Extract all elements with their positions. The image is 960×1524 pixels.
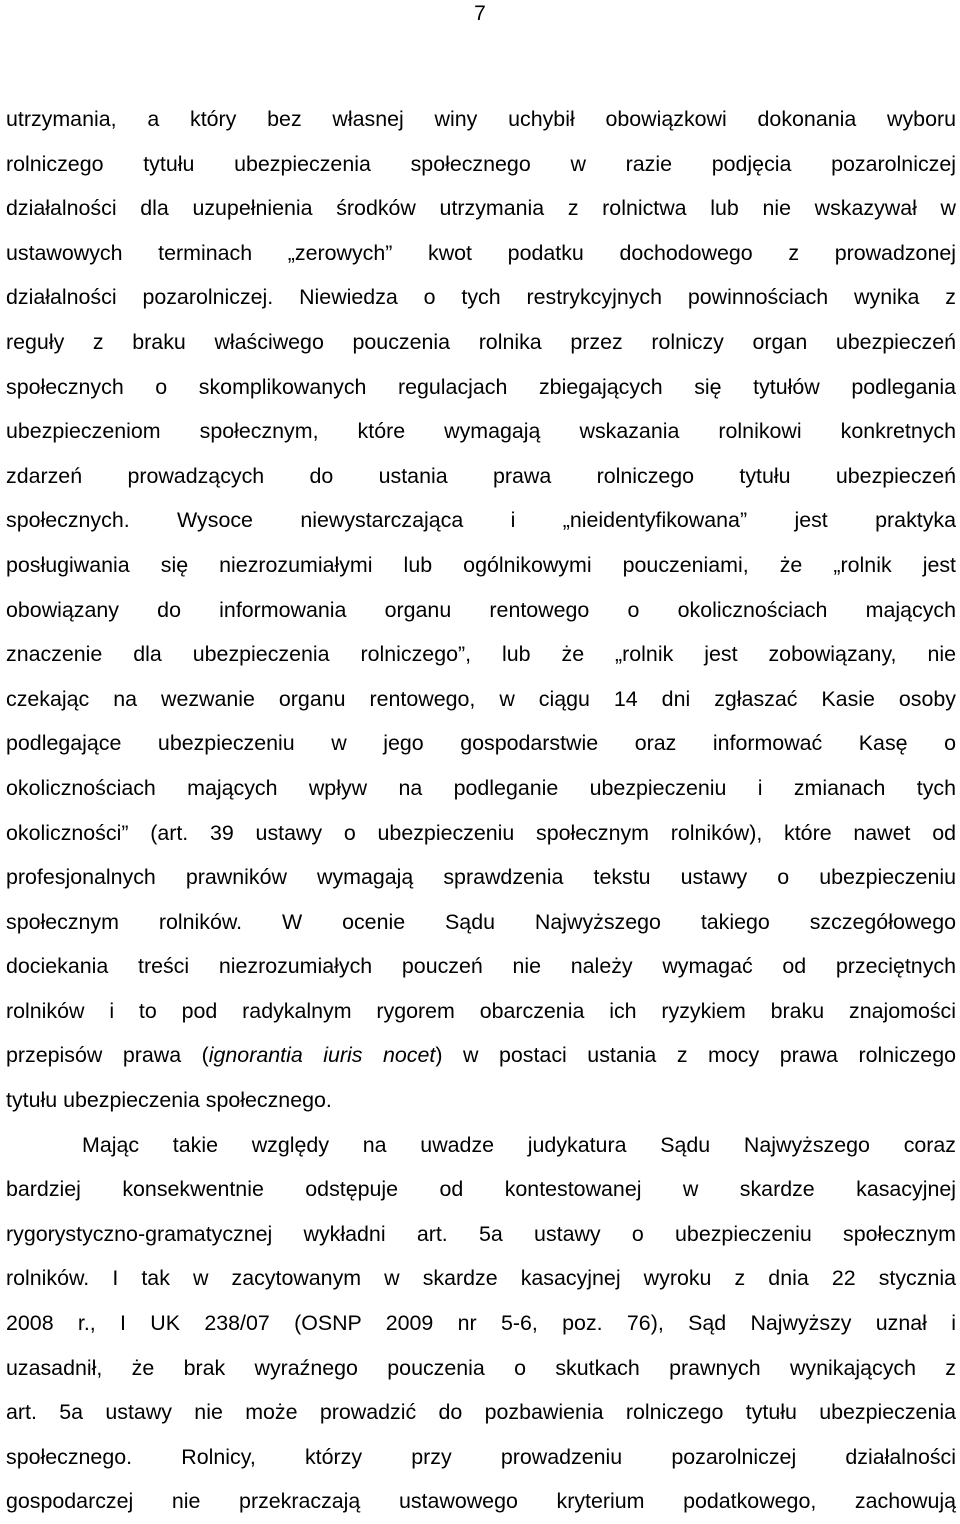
text-line: działalności pozarolniczej. Niewiedza o tych restrykcyjnych powinnościach wynika z (6, 285, 956, 310)
text-fragment: ) w postaci ustania z mocy prawa rolniczego (435, 1043, 956, 1068)
body-text (6, 97, 956, 1524)
text-line: reguły z braku właściwego pouczenia rolnika przez rolniczy organ ubezpieczeń (6, 329, 956, 354)
text-line: rygorystyczno-gramatycznej wykładni art. 5a ustawy o ubezpieczeniu społecznym (6, 1221, 956, 1246)
text-line: okolicznościach mających wpływ na podleganie ubezpieczeniu i zmianach tych (6, 775, 956, 800)
text-line (6, 1033, 956, 1078)
text-fragment: przepisów prawa ( (6, 1043, 209, 1068)
text-line: społecznych o skomplikowanych regulacjach zbiegających się tytułów podlegania (6, 374, 956, 399)
paragraph-last-line: tytułu ubezpieczenia społecznego. (6, 1088, 332, 1113)
text-line: ustawowych terminach „zerowych” kwot podatku dochodowego z prowadzonej (6, 240, 956, 265)
text-line: znaczenie dla ubezpieczenia rolniczego”, lub że „rolnik jest zobowiązany, nie (6, 642, 956, 667)
text-line: społecznym rolników. W ocenie Sądu Najwyższego takiego szczegółowego (6, 909, 956, 934)
page-number: 7 (474, 2, 486, 25)
text-line: zdarzeń prowadzących do ustania prawa rolniczego tytułu ubezpieczeń (6, 463, 956, 488)
text-line: rolników i to pod radykalnym rygorem obarczenia ich ryzykiem braku znajomości (6, 998, 956, 1023)
text-line: 2008 r., I UK 238/07 (OSNP 2009 nr 5-6, poz. 76), Sąd Najwyższy uznał i (6, 1311, 956, 1336)
text-line: utrzymania, a który bez własnej winy uchybił obowiązkowi dokonania wyboru (6, 107, 956, 131)
text-line: art. 5a ustawy nie może prowadzić do pozbawienia rolniczego tytułu ubezpieczenia (6, 1400, 956, 1425)
text-line: działalności dla uzupełnienia środków utrzymania z rolnictwa lub nie wskazywał w (6, 196, 956, 221)
text-line: okoliczności” (art. 39 ustawy o ubezpieczeniu społecznym rolników), które nawet od (6, 820, 956, 845)
text-line: społecznego. Rolnicy, którzy przy prowadzeniu pozarolniczej działalności (6, 1444, 956, 1469)
text-line: gospodarczej nie przekraczają ustawowego kryterium podatkowego, zachowują (6, 1489, 956, 1514)
text-line: profesjonalnych prawników wymagają sprawdzenia tekstu ustawy o ubezpieczeniu (6, 865, 956, 890)
text-line: rolników. I tak w zacytowanym w skardze kasacyjnej wyroku z dnia 22 stycznia (6, 1266, 956, 1291)
text-line: dociekania treści niezrozumiałych pouczeń nie należy wymagać od przeciętnych (6, 954, 956, 979)
paragraph-first-line: Mając takie względy na uwadze judykatura Sądu Najwyższego coraz (82, 1132, 956, 1157)
text-line: bardziej konsekwentnie odstępuje od kontestowanej w skardze kasacyjnej (6, 1177, 956, 1202)
text-line: czekając na wezwanie organu rentowego, w ciągu 14 dni zgłaszać Kasie osoby (6, 686, 956, 711)
text-line: obowiązany do informowania organu rentowego o okolicznościach mających (6, 597, 956, 622)
text-line: rolniczego tytułu ubezpieczenia społecznego w razie podjęcia pozarolniczej (6, 151, 956, 176)
text-line: podlegające ubezpieczeniu w jego gospodarstwie oraz informować Kasę o (6, 731, 956, 756)
latin-phrase: ignorantia iuris nocet (208, 1043, 436, 1068)
text-line: społecznych. Wysoce niewystarczająca i „nieidentyfikowana” jest praktyka (6, 508, 956, 533)
text-line: uzasadnił, że brak wyraźnego pouczenia o skutkach prawnych wynikających z (6, 1355, 956, 1380)
text-line: posługiwania się niezrozumiałymi lub ogólnikowymi pouczeniami, że „rolnik jest (6, 552, 956, 577)
text-line: ubezpieczeniom społecznym, które wymagają wskazania rolnikowi konkretnych (6, 419, 956, 444)
